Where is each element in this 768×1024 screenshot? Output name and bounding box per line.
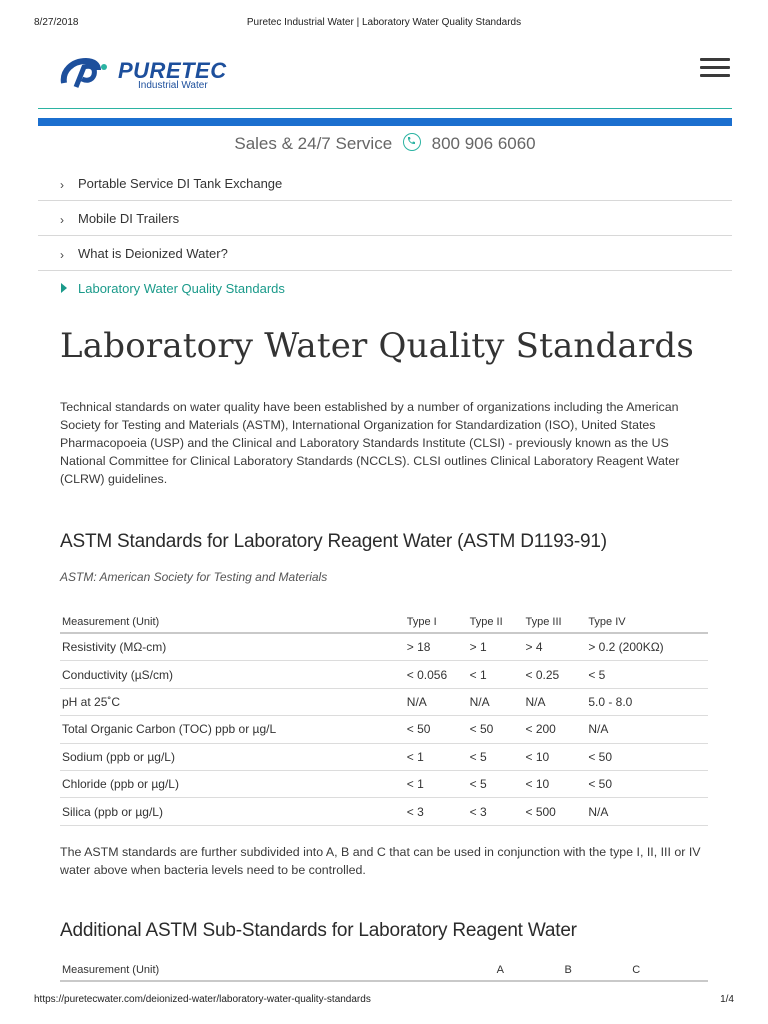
page-title: Laboratory Water Quality Standards [60, 326, 695, 366]
table-cell: < 5 [470, 770, 526, 797]
puretec-logo[interactable] [60, 57, 240, 93]
table-row [60, 633, 708, 661]
table-cell: N/A [470, 688, 526, 715]
print-url: https://puretecwater.com/deionized-water/laboratory-water-quality-standards [34, 994, 371, 1005]
table-cell: < 3 [407, 798, 470, 825]
print-header [34, 14, 734, 30]
site-header [38, 52, 732, 108]
table-cell: N/A [525, 688, 588, 715]
nav-item-lab-water-standards[interactable] [38, 271, 732, 305]
header-accent-bar [38, 118, 732, 126]
table-cell: Total Organic Carbon (TOC) ppb or µg/L [60, 716, 407, 743]
table-cell: > 1 [470, 633, 526, 661]
print-title: Puretec Industrial Water | Laboratory Water Quality Standards [246, 17, 522, 28]
table-cell: < 3 [470, 798, 526, 825]
table-cell: 5.0 - 8.0 [588, 688, 708, 715]
column-header: Type I [407, 612, 470, 633]
logo-mark-icon [60, 57, 118, 93]
table-cell: < 5 [588, 661, 708, 688]
sales-label: Sales & 24/7 Service [234, 134, 393, 153]
table-cell: < 50 [407, 716, 470, 743]
astm-subdivision-paragraph: The ASTM standards are further subdivided into A, B and C that can be used in conjunction with the type I, II, III or IV water above when bacteria levels need to be controlled. [60, 845, 701, 877]
table-header-row [60, 960, 708, 981]
column-header: Type III [525, 612, 588, 633]
astm-sub-standards-table [60, 960, 708, 982]
table-cell: < 50 [588, 743, 708, 770]
table-cell: > 4 [525, 633, 588, 661]
logo-brand-text: PURETEC [118, 58, 227, 83]
print-date: 8/27/2018 [34, 17, 79, 28]
table-row [60, 770, 708, 797]
intro-paragraph: Technical standards on water quality have been established by a number of organizations including the American Society for Testing and Materials (ASTM), International Organization for Standardization (ISO), United States Pharmacopoeia (USP) and the Clinical and Laboratory Standards Institute (CLSI) - previously known as the US National Committee for Clinical Laboratory Standards (NCCLS). CLSI outlines Clinical Laboratory Reagent Water (CLRW) guidelines. [60, 400, 680, 486]
column-header: Type IV [588, 612, 708, 633]
column-header: B [564, 960, 632, 981]
print-page-number: 1/4 [720, 994, 734, 1005]
astm-note: ASTM: American Society for Testing and Materials [60, 570, 328, 584]
column-header: Type II [470, 612, 526, 633]
table-cell: < 0.25 [525, 661, 588, 688]
table-cell: < 200 [525, 716, 588, 743]
nav-item-label: Mobile DI Trailers [78, 211, 180, 226]
column-header: C [632, 960, 708, 981]
table-cell: pH at 25˚C [60, 688, 407, 715]
astm-standards-table [60, 612, 708, 826]
menu-hamburger-icon[interactable] [700, 58, 730, 80]
table-row [60, 661, 708, 688]
column-header: A [497, 960, 565, 981]
column-header: Measurement (Unit) [60, 960, 497, 981]
table-cell: < 1 [470, 661, 526, 688]
table-cell: N/A [588, 798, 708, 825]
table-cell: < 5 [470, 743, 526, 770]
table-row [60, 688, 708, 715]
nav-item-portable-service[interactable] [38, 166, 732, 201]
table-row [60, 798, 708, 825]
table-cell: > 0.2 (200KΩ) [588, 633, 708, 661]
breadcrumb-nav [38, 166, 732, 305]
table-row [60, 743, 708, 770]
nav-item-label: Laboratory Water Quality Standards [78, 281, 285, 296]
nav-item-what-is-deionized-water[interactable] [38, 236, 732, 271]
table-cell: Conductivity (µS/cm) [60, 661, 407, 688]
table-cell: N/A [407, 688, 470, 715]
table-cell: Silica (ppb or µg/L) [60, 798, 407, 825]
astm-sub-standards-heading: Additional ASTM Sub-Standards for Laboratory Reagent Water [60, 920, 577, 941]
table-row [60, 716, 708, 743]
table-cell: < 50 [588, 770, 708, 797]
table-cell: < 0.056 [407, 661, 470, 688]
table-cell: Sodium (ppb or µg/L) [60, 743, 407, 770]
table-cell: Chloride (ppb or µg/L) [60, 770, 407, 797]
table-cell: < 1 [407, 770, 470, 797]
chevron-right-icon: › [60, 213, 64, 227]
sales-phone-link[interactable]: 800 906 6060 [431, 134, 536, 153]
table-cell: > 18 [407, 633, 470, 661]
sales-line [38, 133, 732, 157]
table-cell: < 50 [470, 716, 526, 743]
logo-tagline: Industrial Water [138, 80, 208, 91]
print-footer [34, 992, 734, 1008]
nav-item-label: What is Deionized Water? [78, 246, 228, 261]
table-cell: Resistivity (MΩ-cm) [60, 633, 407, 661]
nav-item-mobile-di-trailers[interactable] [38, 201, 732, 236]
table-cell: < 500 [525, 798, 588, 825]
table-cell: < 10 [525, 743, 588, 770]
header-divider [38, 108, 732, 109]
table-cell: < 10 [525, 770, 588, 797]
phone-icon [403, 133, 421, 151]
nav-item-label: Portable Service DI Tank Exchange [78, 176, 283, 191]
caret-right-icon [61, 283, 67, 293]
table-cell: N/A [588, 716, 708, 743]
chevron-right-icon: › [60, 248, 64, 262]
column-header: Measurement (Unit) [60, 612, 407, 633]
table-cell: < 1 [407, 743, 470, 770]
astm-standards-heading: ASTM Standards for Laboratory Reagent Water (ASTM D1193-91) [60, 531, 607, 552]
table-header-row [60, 612, 708, 633]
chevron-right-icon: › [60, 178, 64, 192]
